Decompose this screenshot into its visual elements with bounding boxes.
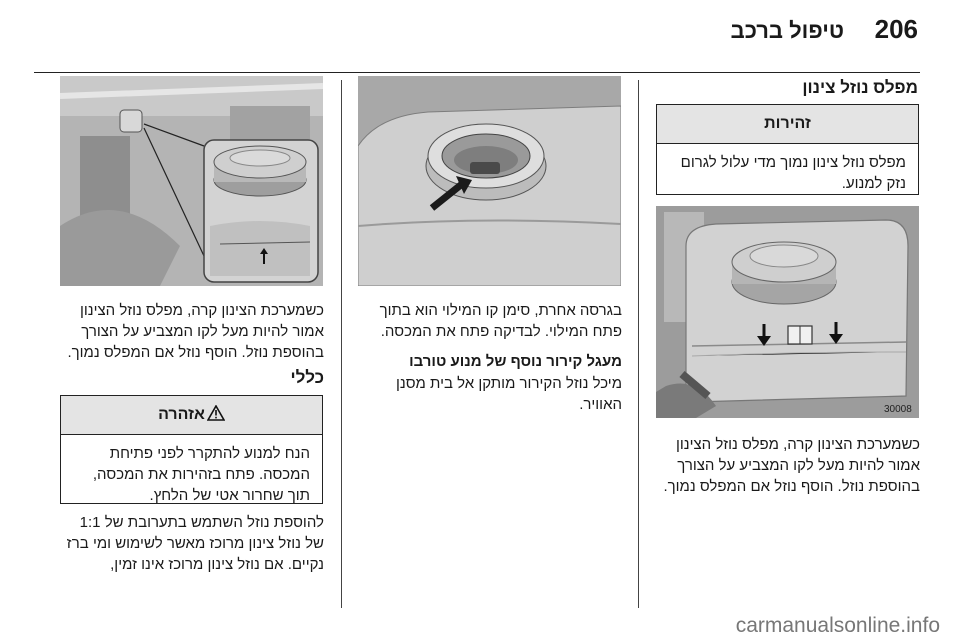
engine-bay-reservoir-illustration [60, 76, 323, 286]
warning-line: המכסה. פתח בזהירות את המכסה, [92, 466, 310, 483]
figure-number: 30008 [884, 404, 912, 415]
warning-header [61, 396, 322, 435]
warning-line: תוך שחרור אטי של הלחץ. [149, 487, 310, 504]
coolant-reservoir-illustration [656, 206, 919, 418]
engine-bay-level-paragraph: כשמערכת הצינון קרה, מפלס נוזל הצינון אמור להיות מעל לקו המצביע על הצורך בהוספת נוזל. הוסף נוזל אם המפלס נמוך. [67, 302, 324, 361]
warning-box [60, 395, 323, 504]
general-heading: כללי [290, 368, 324, 387]
turbo-cooling-paragraph: מיכל נוזל הקירור מותקן אל בית מסנן האוויר. [395, 375, 622, 413]
coolant-level-heading: מפלס נוזל צינון [802, 78, 918, 97]
turbo-cooling-heading: מעגל קירור נוסף של מנוע טורבו [409, 353, 622, 370]
watermark: carmanualsonline.info [735, 614, 940, 637]
filler-opening-paragraph: בגרסה אחרת, סימן קו המילוי הוא בתוך פתח המילוי. לבדיקה פתח את המכסה. [379, 302, 622, 340]
warning-triangle-icon [207, 405, 225, 426]
coolant-mix-paragraph: להוספת נוזל השתמש בתערובת של 1:1 של נוזל צינון מרוכז מאשר לשימוש ומי ברז נקיים. אם נוזל צינון מרוכז אינו זמין, [66, 514, 324, 573]
warning-title: אזהרה [158, 406, 205, 423]
caution-line: מפלס נוזל צינון נמוך מדי עלול לגרום [680, 154, 906, 171]
caution-title: זהירות [657, 105, 918, 144]
chapter-title: טיפול ברכב [730, 18, 844, 43]
column-divider [638, 80, 639, 608]
caution-line: נזק למנוע. [841, 175, 906, 192]
column-divider [341, 80, 342, 608]
page-header [0, 0, 960, 62]
caution-box [656, 104, 919, 195]
page-number: 206 [874, 14, 918, 44]
warning-line: הנח למנוע להתקרר לפני פתיחת [109, 445, 310, 462]
filler-cap-opening-illustration [358, 76, 621, 286]
header-rule [34, 72, 920, 73]
coolant-level-paragraph: כשמערכת הצינון קרה, מפלס נוזל הצינון אמור להיות מעל לקו המצביע על הצורך בהוספת נוזל. הוסף נוזל אם המפלס נמוך. [663, 436, 920, 495]
